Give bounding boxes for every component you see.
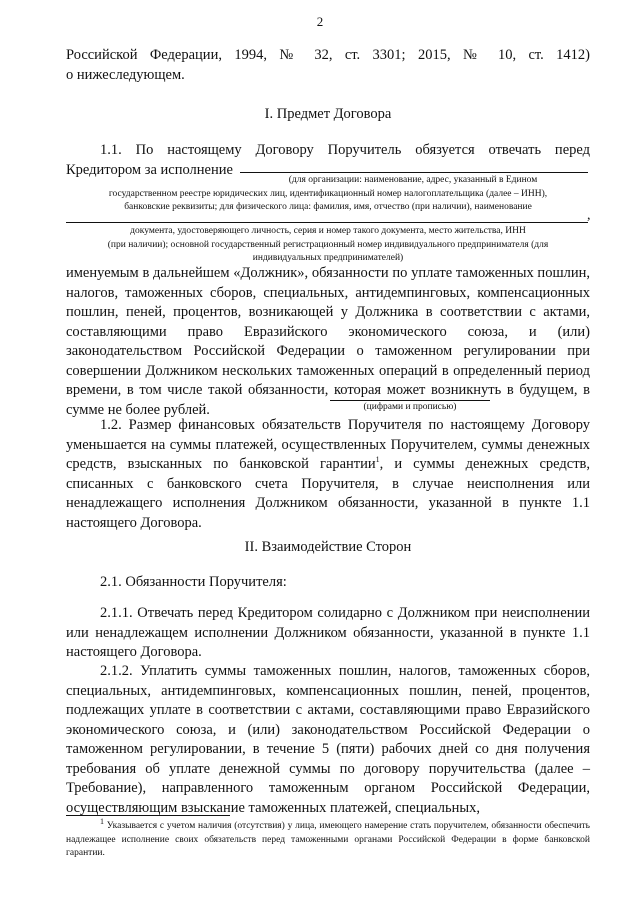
clause-2-1-2-text: 2.1.2. Уплатить суммы таможенных пошлин, налогов, таможенных сборов, специальных, антидемпинговых, компенсационных пошлин, пеней, процентов, подлежащих уплате в соответствии с актами, составляющими право Евразийского экономического союза, и (или) законодательством Российской Федерации о таможенном регулировании, в течение 5 (пяти) рабочих дней со дня получения требования об уплате денежной суммы по договору поручительства (далее – Требование), направленного таможенным органом Российской Федерации, осуществляющим взыскание таможенных платежей, специальных, — [66, 663, 590, 816]
clause-2-1-1 — [66, 604, 590, 663]
clause-2-1 — [66, 573, 590, 593]
footnote — [66, 816, 590, 861]
footnote-number: 1 — [100, 816, 104, 826]
debtor-hint-3: банковские реквизиты; для физического лица: фамилия, имя, отчество (при наличии), наименование — [124, 202, 532, 212]
intro-line-1: Российской Федерации, 1994, № 32, ст. 3301; 2015, № 10, ст. 1412) — [66, 47, 590, 63]
debtor-hint-6: индивидуальных предпринимателей) — [252, 253, 404, 263]
footnote-ref: 1 — [375, 455, 380, 465]
intro-line-2: о нижеследующем. — [66, 66, 185, 83]
clause-1-2-text-b: , и суммы денежных средств, списанных с банковского счета Поручителя, в случае неисполнения или ненадлежащего исполнения Должником обязанности, указанной в пункте 1.1 настоящего Договора. — [66, 456, 590, 531]
clause-1-2-paragraph — [66, 416, 590, 533]
section-1-heading: I. Предмет Договора — [264, 106, 392, 122]
clause-1-2-text-a: 1.2. Размер финансовых обязательств Поручителя по настоящему Договору уменьшается на суммы платежей, осуществленных Поручителем, суммы денежных средств, взысканных по банковской гарантии — [66, 417, 590, 472]
fill-line-debtor-1 — [240, 172, 588, 173]
clause-1-1-line-1: 1.1. По настоящему Договору Поручитель обязуется отвечать перед — [100, 142, 590, 158]
clause-1-1-line-2: Кредитором за исполнение — [66, 161, 233, 178]
debtor-hint-4: документа, удостоверяющего личность, серия и номер такого документа, место жительства, ИНН — [130, 226, 526, 236]
clause-1-1-body — [66, 264, 590, 420]
fill-line-debtor-2 — [66, 222, 588, 223]
section-2-heading: II. Взаимодействие Сторон — [244, 539, 412, 555]
debtor-hint-1: (для организации: наименование, адрес, указанный в Едином — [288, 175, 538, 185]
page-number: 2 — [316, 14, 324, 29]
clause-1-1-body-text: именуемым в дальнейшем «Должник», обязанности по уплате таможенных пошлин, налогов, таможенных сборов, специальных, антидемпинговых, компенсационных пошлин, пеней, процентов, возникающей у Должника в соответствии с актами, составляющими право Евразийского экономического союза, и (или) законодательством Российской Федерации о таможенном регулировании при совершении Должником нескольких таможенных операций в определенный период времени, в том числе такой обязанности, которая может возникнуть в будущем, в сумме не более рублей. — [66, 265, 590, 418]
clause-2-1-2 — [66, 662, 590, 818]
debtor-hint-block-1 — [66, 174, 590, 215]
debtor-hint-block-2 — [66, 225, 590, 266]
clause-2-1-text: 2.1. Обязанности Поручителя: — [100, 574, 287, 590]
debtor-hint-5: (при наличии); основной государственный регистрационный номер индивидуального предпринимателя (для — [107, 239, 549, 250]
comma: , — [587, 208, 591, 223]
intro-paragraph — [66, 46, 590, 85]
debtor-hint-2: государственном реестре юридических лиц, идентификационный номер налогоплательщика (далее – ИНН), — [108, 188, 548, 199]
amount-hint: (цифрами и прописью) — [363, 402, 457, 412]
footnote-text: Указывается с учетом наличия (отсутствия) у лица, имеющего намерение стать поручителем, обязанности обеспечить надлежащее исполнение своих обязательств перед таможенными органами Российской Федерации в форме банковской гарантии. — [66, 821, 590, 858]
clause-2-1-1-text: 2.1.1. Отвечать перед Кредитором солидарно с Должником при неисполнении или ненадлежащем исполнении Должником обязанности, указанной в пункте 1.1 настоящего Договора. — [66, 605, 590, 660]
footnote-separator — [66, 815, 230, 816]
